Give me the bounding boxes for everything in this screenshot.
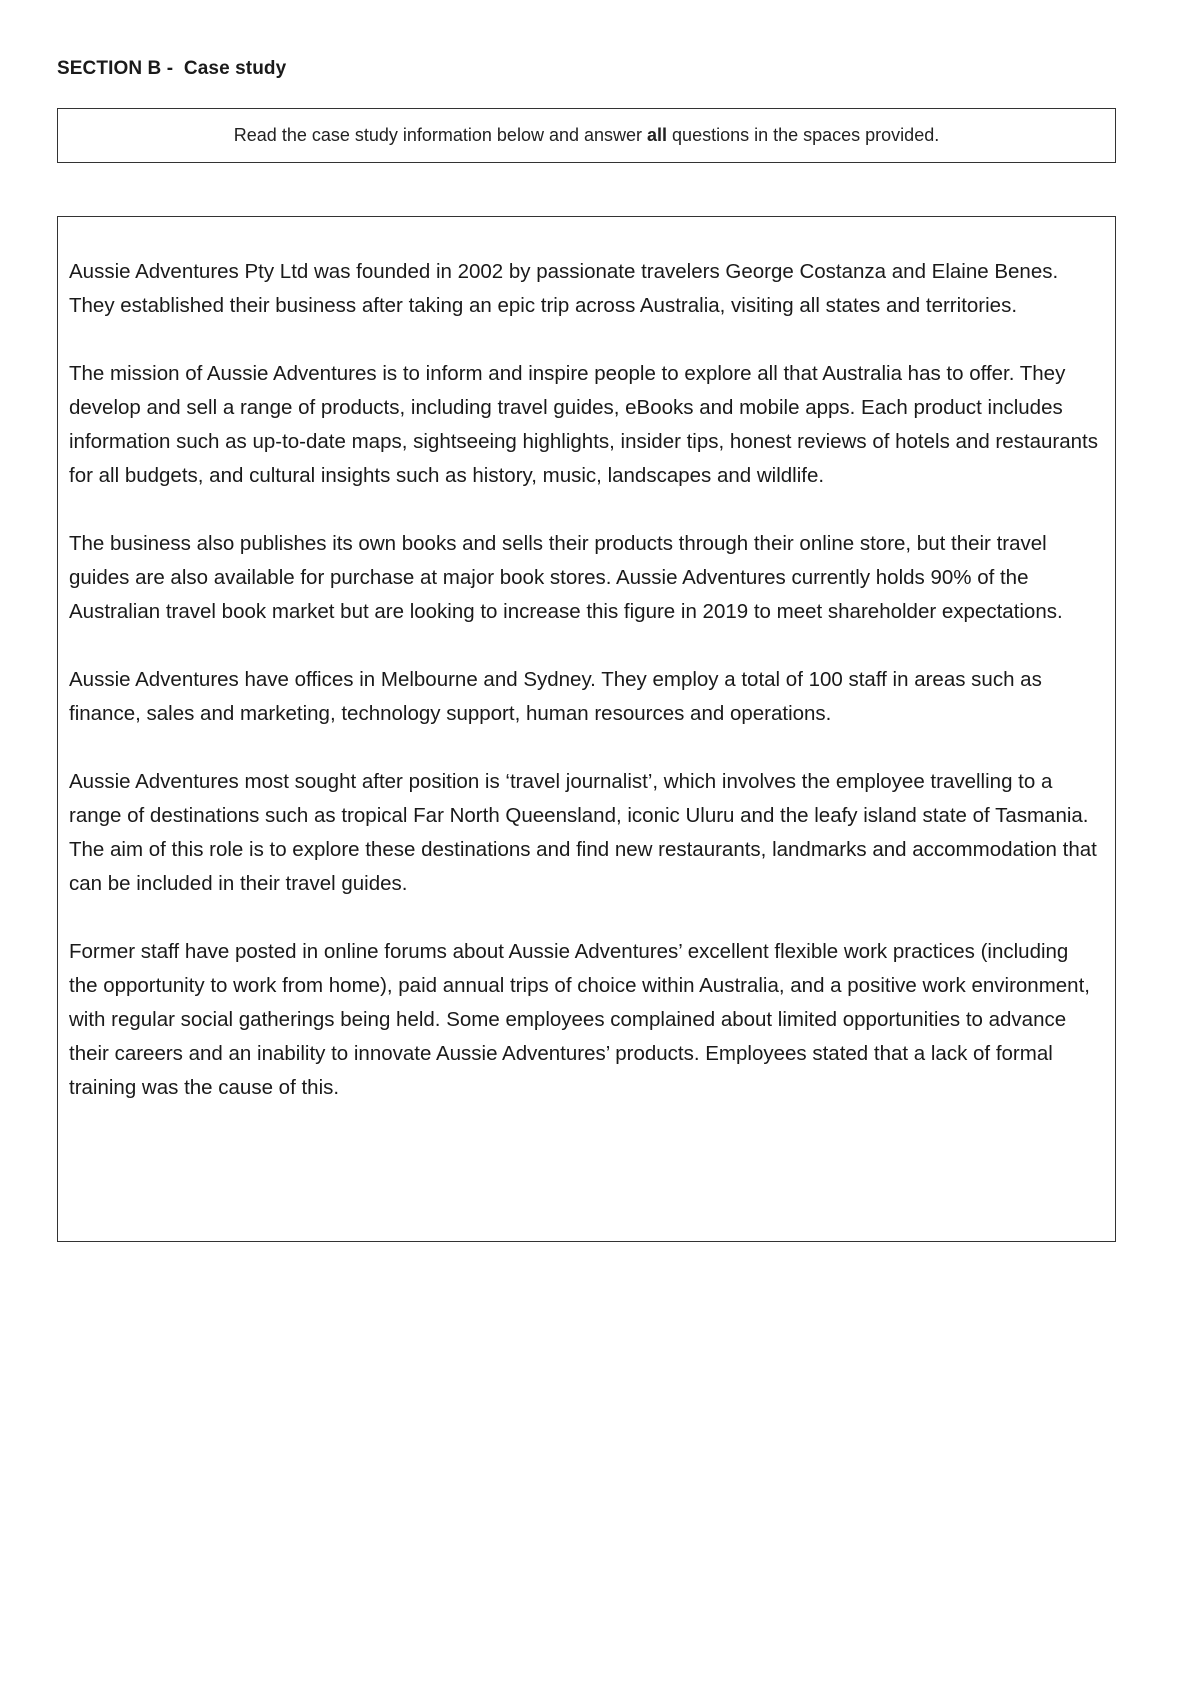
case-study-paragraph-former-staff: Former staff have posted in online forums about Aussie Adventures’ excellent flexible work practices (including the opportunity to work from home), paid annual trips of choice within Australia, and a positive work environment, with regular social gatherings being held. Some employees complained about limited opportunities to advance their careers and an inability to innovate Aussie Adventures’ products. Employees stated that a lack of formal training was the cause of this. [69,940,1090,1099]
case-study-paragraph-offices: Aussie Adventures have offices in Melbourne and Sydney. They employ a total of 100 staff in areas such as finance, sales and marketing, technology support, human resources and operations. [69,668,1042,725]
section-heading: SECTION B - Case study [57,58,287,79]
case-study-paragraph-mission: The mission of Aussie Adventures is to inform and inspire people to explore all that Australia has to offer. They develop and sell a range of products, including travel guides, eBooks and mobile apps. Each product includes information such as up-to-date maps, sightseeing highlights, insider tips, honest reviews of hotels and restaurants for all budgets, and cultural insights such as history, music, landscapes and wildlife. [69,362,1098,487]
instruction-box [57,108,1116,163]
instruction-text-after: questions in the spaces provided. [667,125,940,145]
instruction-text-before: Read the case study information below and answer [233,125,648,145]
case-study-paragraph-travel-journalist: Aussie Adventures most sought after position is ‘travel journalist’, which involves the employee travelling to a range of destinations such as tropical Far North Queensland, iconic Uluru and the leafy island state of Tasmania. The aim of this role is to explore these destinations and find new restaurants, landmarks and accommodation that can be included in their travel guides. [69,770,1097,895]
instruction-text [234,125,939,146]
case-study-paragraph-founding: Aussie Adventures Pty Ltd was founded in 2002 by passionate travelers George Costanza and Elaine Benes. They established their business after taking an epic trip across Australia, visiting all states and territories. [69,260,1059,317]
case-study-box [57,216,1116,1242]
case-study-paragraph-market: The business also publishes its own books and sells their products through their online store, but their travel guides are also available for purchase at major book stores. Aussie Adventures currently holds 90% of the Australian travel book market but are looking to increase this figure in 2019 to meet shareholder expectations. [69,532,1063,623]
instruction-emphasis: all [647,125,668,145]
